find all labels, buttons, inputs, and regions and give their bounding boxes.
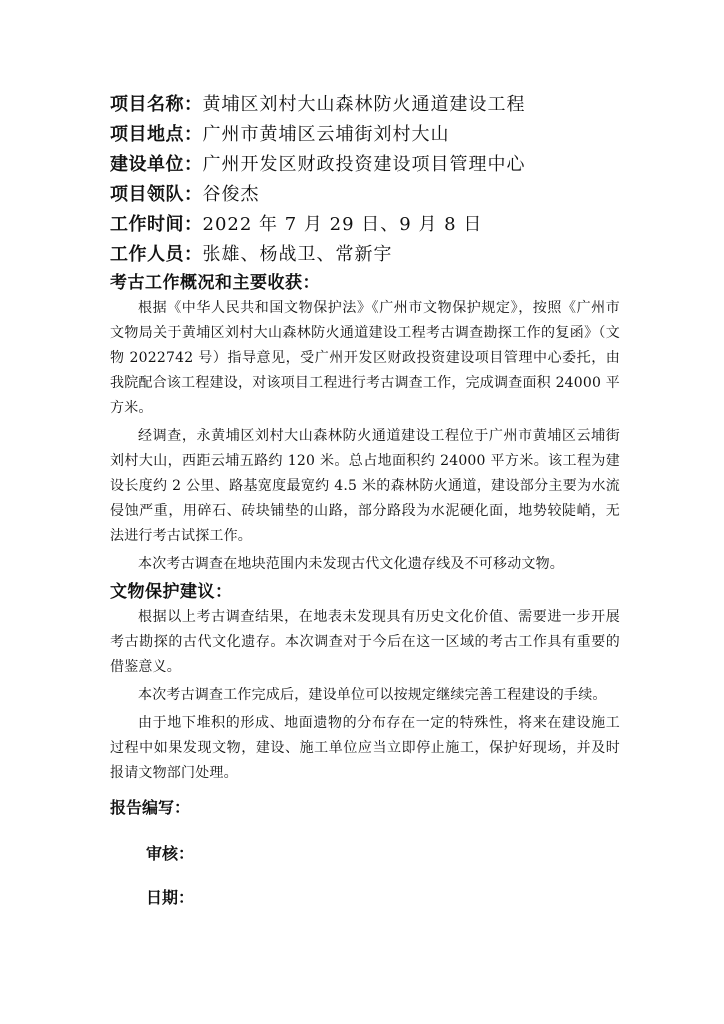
- leader-label: 项目领队：: [110, 184, 203, 205]
- project-name-row: [110, 90, 620, 120]
- work-time-label: 工作时间：: [110, 214, 203, 235]
- date-label: 日期：: [146, 888, 195, 907]
- project-location-value: 广州市黄埔区云埔街刘村大山: [202, 124, 450, 145]
- staff-value: 张雄、杨战卫、常新宇: [202, 244, 393, 265]
- protection-title: 文物保护建议：: [110, 582, 233, 602]
- project-name-value: 黄埔区刘村大山森林防火通道建设工程: [202, 94, 526, 115]
- builder-value: 广州开发区财政投资建设项目管理中心: [202, 154, 526, 175]
- builder-label: 建设单位：: [110, 154, 203, 175]
- author-label: 报告编写：: [110, 798, 191, 817]
- leader-value: 谷俊杰: [202, 184, 260, 205]
- work-time-value: 2022 年 7 月 29 日、9 月 8 日: [202, 214, 483, 235]
- overview-title: 考古工作概况和主要收获：: [110, 273, 320, 293]
- work-time-row: [110, 210, 620, 240]
- overview-paragraph: 根据《中华人民共和国文物保护法》《广州市文物保护规定》，按照《广州市文物局关于黄埔区刘村大山森林防火通道建设工程考古调查勘探工作的复函》（文物 2022742 号）指导意见，受广州开发区财政投资建设项目管理中心委托，由我院配合该工程建设，对该项目工程进行考古调查工作，完成调查面积 24000 平方米。: [110, 300, 620, 416]
- project-location-row: [110, 120, 620, 150]
- protection-paragraph: 由于地下堆积的形成、地面遗物的分布存在一定的特殊性，将来在建设施工过程中如果发现文物，建设、施工单位应当立即停止施工，保护好现场，并及时报请文物部门处理。: [110, 715, 620, 781]
- leader-row: [110, 180, 620, 210]
- project-location-label: 项目地点：: [110, 124, 203, 145]
- staff-label: 工作人员：: [110, 244, 203, 265]
- overview-paragraph: 经调查，永黄埔区刘村大山森林防火通道建设工程位于广州市黄埔区云埔街刘村大山，西距云埔五路约 120 米。总占地面积约 24000 平方米。该工程为建设长度约 2 公里、路基宽度最宽约 4.5 米的森林防火通道，建设部分主要为水流侵蚀严重，用碎石、砖块铺垫的山路，部分路段为水泥硬化面，地势较陡峭，无法进行考古试探工作。: [110, 428, 620, 544]
- overview-paragraph: 本次考古调查在地块范围内未发现古代文化遗存线及不可移动文物。: [138, 556, 564, 572]
- project-name-label: 项目名称：: [110, 94, 203, 115]
- review-label: 审核：: [146, 844, 195, 863]
- staff-row: [110, 240, 620, 270]
- protection-paragraph: 根据以上考古调查结果，在地表未发现具有历史文化价值、需要进一步开展考古勘探的古代文化遗存。本次调查对于今后在这一区域的考古工作具有重要的借鉴意义。: [110, 609, 620, 675]
- report-page: [110, 90, 620, 910]
- protection-paragraph: 本次考古调查工作完成后，建设单位可以按规定继续完善工程建设的手续。: [138, 687, 607, 703]
- builder-row: [110, 150, 620, 180]
